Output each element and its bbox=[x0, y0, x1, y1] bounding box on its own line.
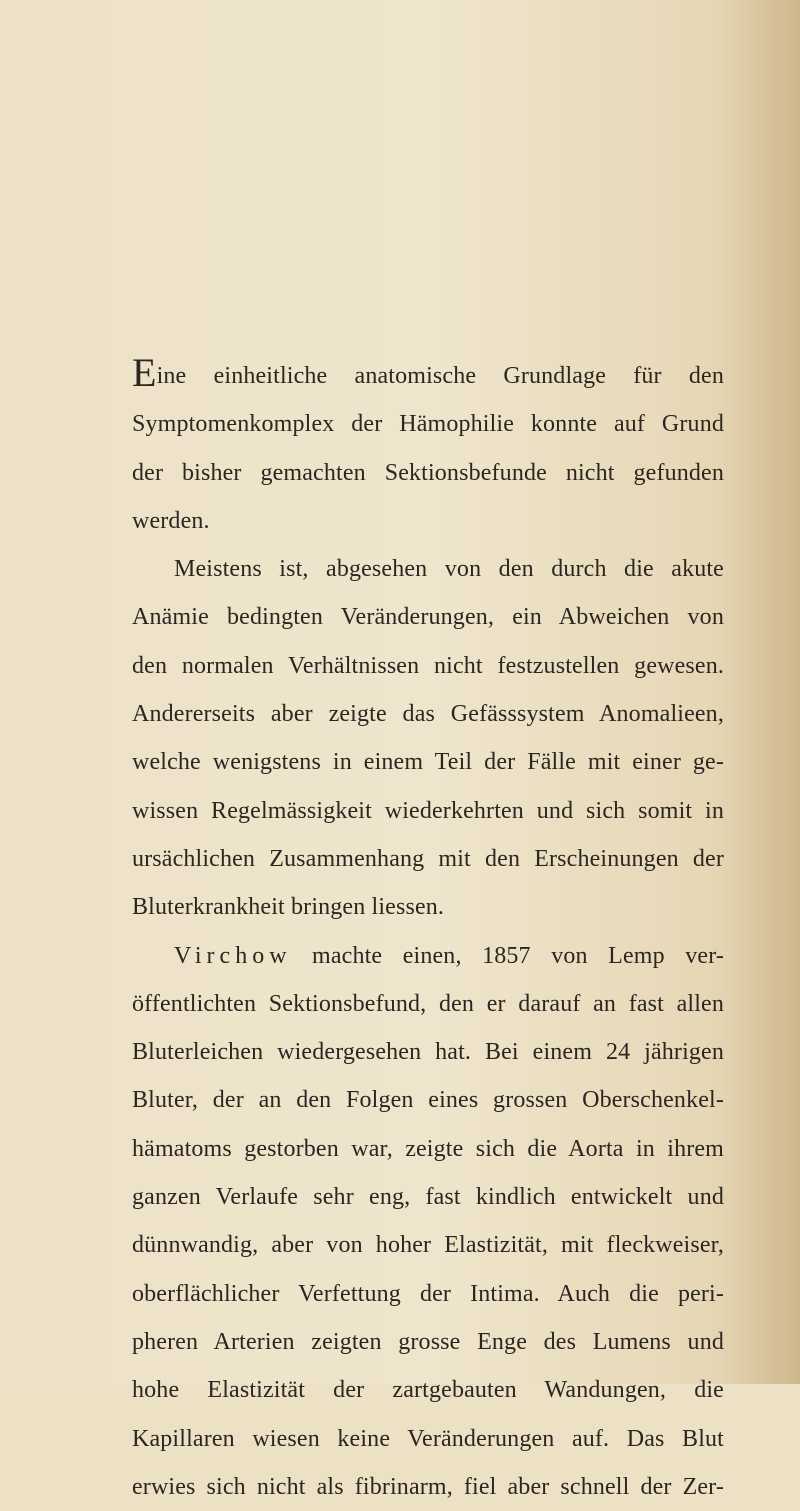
text-line: dünnwandig, aber von hoher Elastizität, mit fleckweiser, bbox=[132, 1232, 724, 1259]
page-edge-shadow bbox=[730, 0, 800, 1384]
text-line: oberflächlicher Verfettung der Intima. Auch die peri- bbox=[132, 1280, 724, 1307]
text-line: Symptomenkomplex der Hämophilie konnte auf Grund bbox=[132, 411, 724, 438]
text-line: pheren Arterien zeigten grosse Enge des Lumens und bbox=[132, 1328, 724, 1355]
text-line: ursächlichen Zusammenhang mit den Erscheinungen der bbox=[132, 845, 724, 872]
text-line: der bisher gemachten Sektionsbefunde nicht gefunden bbox=[132, 459, 724, 486]
text-line: wissen Regelmässigkeit wiederkehrten und sich somit in bbox=[132, 797, 724, 824]
text-line: hohe Elastizität der zartgebauten Wandungen, die bbox=[132, 1377, 724, 1404]
text-line: Anämie bedingten Veränderungen, ein Abweichen von bbox=[132, 604, 724, 631]
text-line: öffentlichten Sektionsbefund, den er darauf an fast allen bbox=[132, 990, 724, 1017]
text-line: werden. bbox=[132, 507, 210, 534]
text-line: ganzen Verlaufe sehr eng, fast kindlich entwickelt und bbox=[132, 1184, 724, 1211]
text-line bbox=[132, 352, 724, 400]
text-line: Bluter, der an den Folgen eines grossen Oberschenkel- bbox=[132, 1087, 724, 1114]
text-line: Meistens ist, abgesehen von den durch die akute bbox=[174, 556, 724, 583]
text-line: erwies sich nicht als fibrinarm, fiel aber schnell der Zer- bbox=[132, 1473, 724, 1500]
line-text: ine einheitliche anatomische Grundlage für den bbox=[156, 363, 724, 389]
author-name: Virchow bbox=[174, 942, 292, 969]
text-line: hämatoms gestorben war, zeigte sich die Aorta in ihrem bbox=[132, 1135, 724, 1162]
body-text bbox=[132, 352, 724, 1511]
initial-letter: E bbox=[132, 350, 157, 395]
text-line: Bluterkrankheit bringen liessen. bbox=[132, 894, 445, 921]
text-line: Kapillaren wiesen keine Veränderungen auf. Das Blut bbox=[132, 1425, 724, 1452]
text-line: Andererseits aber zeigte das Gefässsystem Anomalieen, bbox=[132, 701, 724, 728]
text-line bbox=[132, 932, 724, 980]
text-line: Bluterleichen wiedergesehen hat. Bei einem 24 jährigen bbox=[132, 1039, 724, 1066]
text-line: den normalen Verhältnissen nicht festzustellen gewesen. bbox=[132, 652, 724, 679]
text-line: welche wenigstens in einem Teil der Fälle mit einer ge- bbox=[132, 749, 724, 776]
line-text: machte einen, 1857 von Lemp ver- bbox=[312, 942, 724, 969]
